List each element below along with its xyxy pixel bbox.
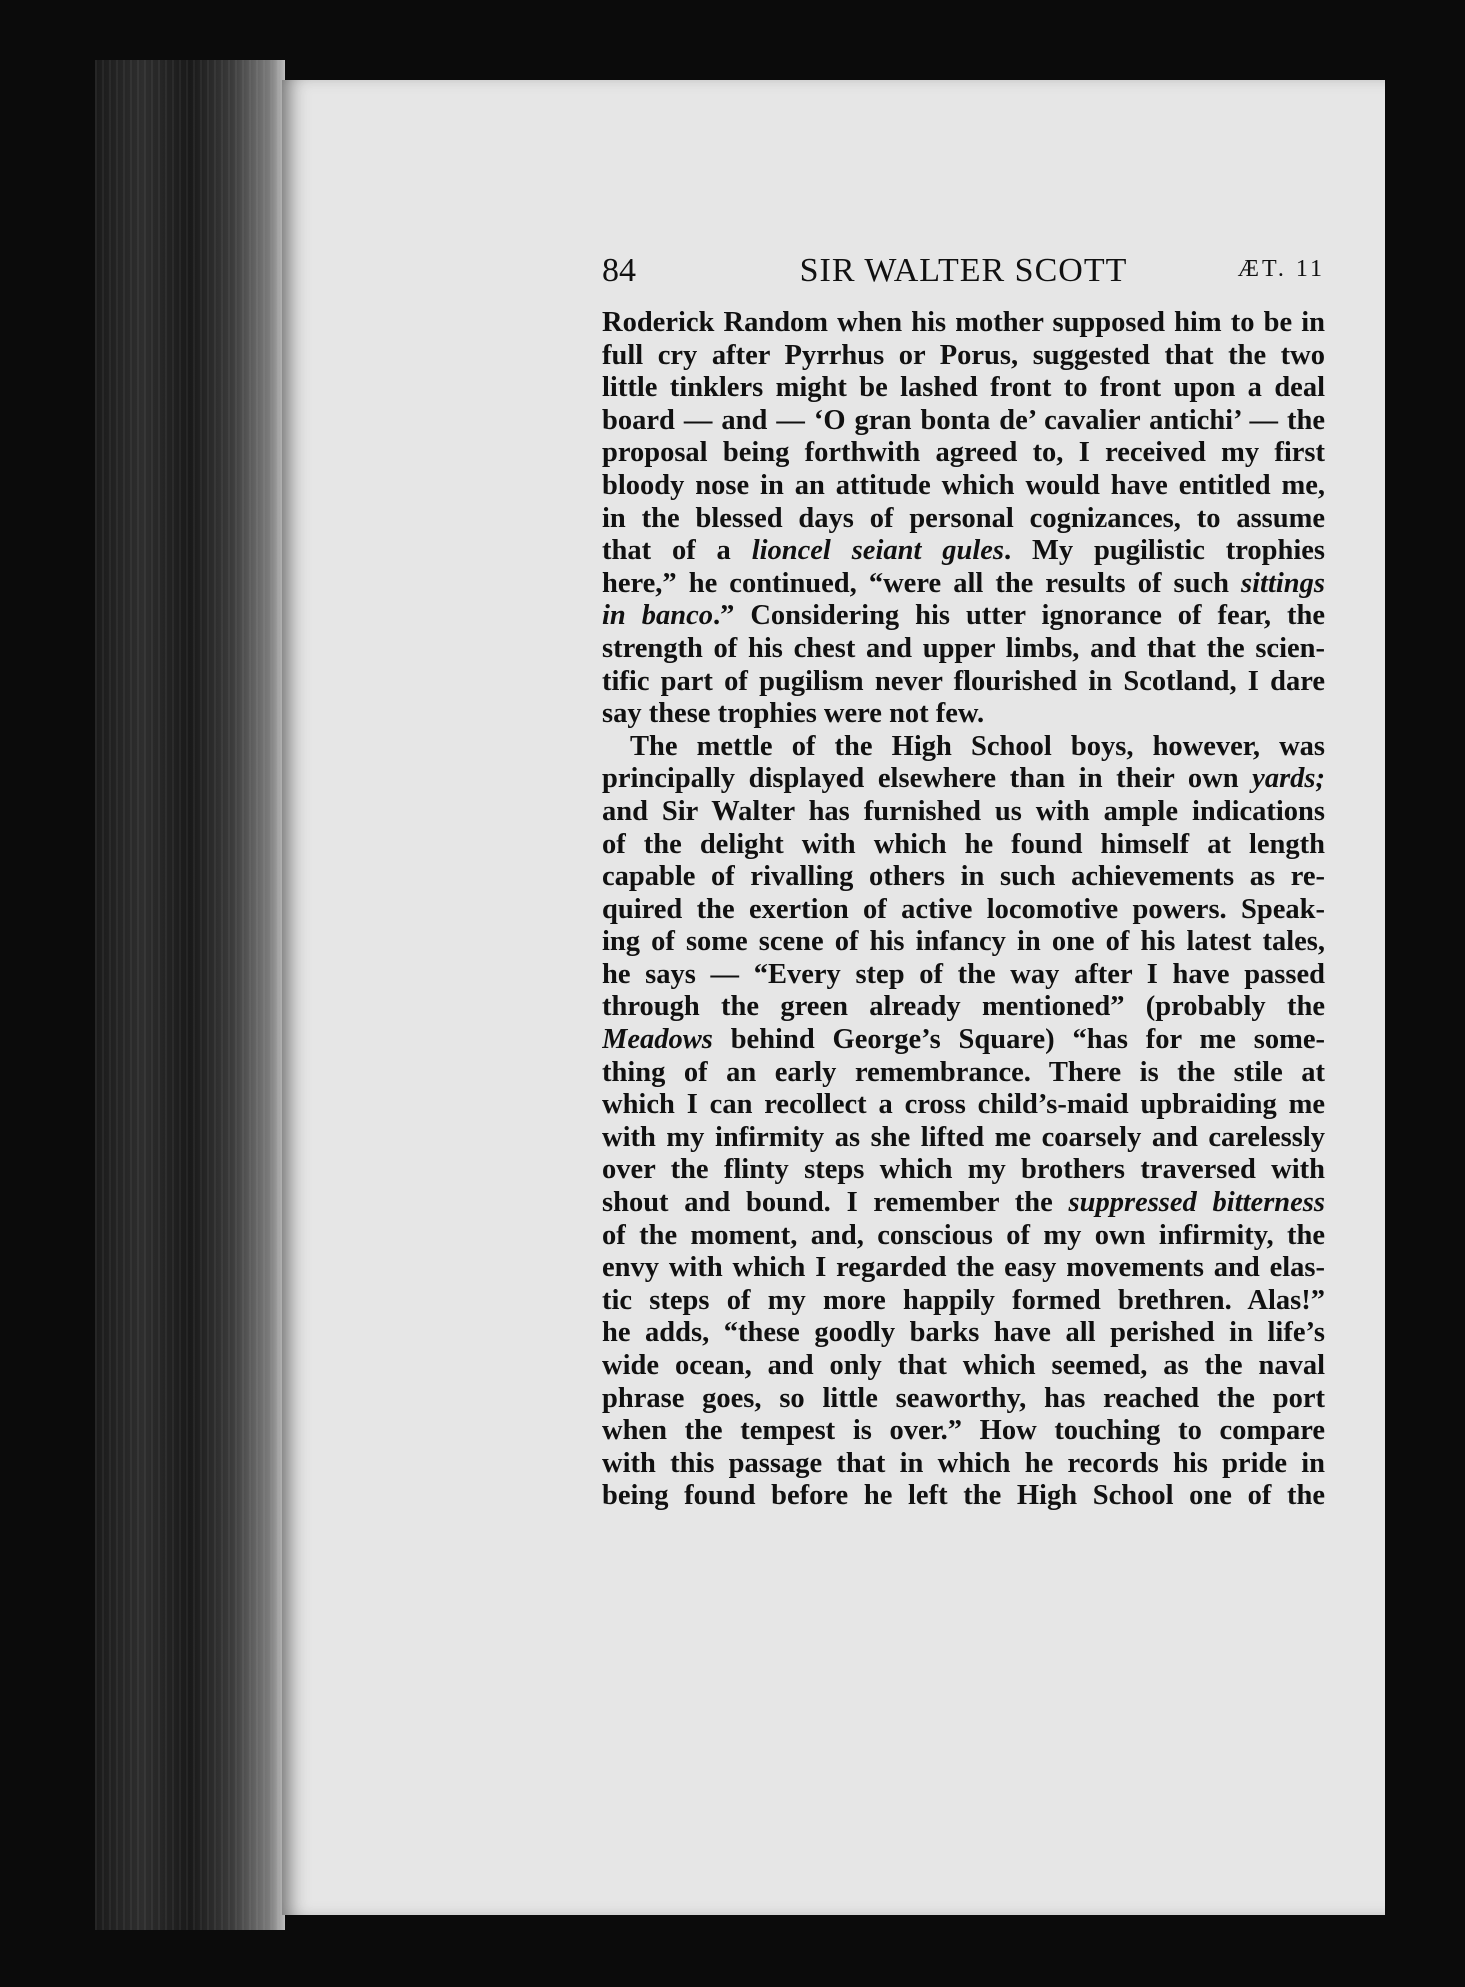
italic-phrase: yards; bbox=[1252, 763, 1325, 795]
text-segment: say these trophies were not few. bbox=[602, 698, 985, 730]
text-segment: he says — “Every step of the way after I have passed bbox=[602, 958, 1325, 990]
text-line bbox=[602, 535, 1325, 568]
text-line bbox=[602, 1220, 1325, 1253]
italic-phrase: lioncel seiant gules bbox=[751, 535, 1005, 567]
text-segment: board — and — ‘O gran bonta de’ cavalier antichi’ — the bbox=[602, 404, 1325, 436]
page-header bbox=[602, 252, 1325, 302]
text-segment: Roderick Random when his mother supposed him to be in bbox=[602, 307, 1325, 338]
text-line bbox=[602, 405, 1325, 438]
text-segment: The mettle of the High School boys, however, was bbox=[630, 730, 1325, 762]
text-line bbox=[602, 437, 1325, 470]
text-line bbox=[602, 959, 1325, 992]
text-segment: with this passage that in which he records his pride in bbox=[602, 1447, 1325, 1479]
text-line bbox=[602, 1415, 1325, 1448]
text-segment: and Sir Walter has furnished us with ample indications bbox=[602, 795, 1325, 827]
text-segment: principally displayed elsewhere than in their own bbox=[602, 763, 1253, 795]
text-segment: when the tempest is over.” How touching to compare bbox=[602, 1415, 1325, 1447]
running-title: SIR WALTER SCOTT bbox=[799, 252, 1128, 289]
text-line bbox=[602, 829, 1325, 862]
text-segment: capable of rivalling others in such achievements as re- bbox=[602, 861, 1325, 893]
text-segment: full cry after Pyrrhus or Porus, suggested that the two bbox=[602, 339, 1325, 371]
text-line bbox=[602, 568, 1325, 601]
text-segment: being found before he left the High School one of the bbox=[602, 1480, 1325, 1512]
text-segment: wide ocean, and only that which seemed, as the naval bbox=[602, 1350, 1325, 1381]
italic-phrase: in banco bbox=[602, 600, 713, 632]
italic-phrase: suppressed bitterness bbox=[1068, 1187, 1325, 1219]
text-line bbox=[602, 666, 1325, 699]
text-line bbox=[602, 470, 1325, 503]
text-segment: with my infirmity as she lifted me coarsely and carelessly bbox=[602, 1121, 1325, 1153]
text-line bbox=[602, 1187, 1325, 1220]
text-segment: tic steps of my more happily formed brethren. Alas!” bbox=[602, 1284, 1325, 1316]
text-line bbox=[602, 1285, 1325, 1318]
italic-phrase: Meadows bbox=[602, 1024, 713, 1056]
book-spine-edge bbox=[95, 60, 285, 1930]
text-line bbox=[602, 372, 1325, 405]
text-line bbox=[602, 731, 1325, 764]
text-line bbox=[602, 1350, 1325, 1383]
text-line bbox=[602, 796, 1325, 829]
text-line bbox=[602, 340, 1325, 373]
body-text bbox=[602, 307, 1325, 1513]
text-segment: that of a bbox=[602, 535, 752, 567]
text-line bbox=[602, 1057, 1325, 1090]
text-segment: proposal being forthwith agreed to, I received my first bbox=[602, 437, 1325, 469]
text-segment: which I can recollect a cross child’s-maid upbraiding me bbox=[602, 1089, 1325, 1121]
text-line bbox=[602, 1480, 1325, 1513]
text-line bbox=[602, 1252, 1325, 1285]
text-segment: thing of an early remembrance. There is the stile at bbox=[602, 1056, 1325, 1088]
age-note: ÆT. 11 bbox=[1237, 256, 1325, 282]
italic-phrase: sittings bbox=[1241, 567, 1325, 599]
text-segment: through the green already mentioned” (probably the bbox=[602, 991, 1325, 1023]
text-line bbox=[602, 894, 1325, 927]
text-line bbox=[602, 307, 1325, 340]
text-line bbox=[602, 1448, 1325, 1481]
text-segment: quired the exertion of active locomotive powers. Speak- bbox=[602, 893, 1325, 925]
text-segment: .” Considering his utter ignorance of fear, the bbox=[712, 600, 1325, 632]
text-line bbox=[602, 1089, 1325, 1122]
text-line bbox=[602, 698, 1325, 731]
text-segment: envy with which I regarded the easy movements and elas- bbox=[602, 1252, 1325, 1284]
text-line bbox=[602, 1317, 1325, 1350]
text-segment: in the blessed days of personal cognizances, to assume bbox=[602, 502, 1325, 534]
text-segment: of the delight with which he found himself at length bbox=[602, 828, 1325, 860]
text-segment: little tinklers might be lashed front to front upon a deal bbox=[602, 372, 1325, 404]
page-number: 84 bbox=[602, 252, 636, 289]
text-segment: . My pugilistic trophies bbox=[1004, 535, 1325, 567]
text-segment: ing of some scene of his infancy in one of his latest tales, bbox=[602, 926, 1325, 958]
text-line bbox=[602, 633, 1325, 666]
text-line bbox=[602, 1383, 1325, 1416]
text-line bbox=[602, 1122, 1325, 1155]
text-line bbox=[602, 926, 1325, 959]
text-segment: strength of his chest and upper limbs, and that the scien- bbox=[602, 632, 1325, 664]
text-segment: phrase goes, so little seaworthy, has reached the port bbox=[602, 1382, 1325, 1414]
text-segment: shout and bound. I remember the bbox=[602, 1187, 1069, 1219]
text-line bbox=[602, 861, 1325, 894]
text-segment: tific part of pugilism never flourished in Scotland, I dare bbox=[602, 665, 1325, 697]
text-segment: behind George’s Square) “has for me some- bbox=[712, 1024, 1325, 1056]
text-line bbox=[602, 1154, 1325, 1187]
text-line bbox=[602, 763, 1325, 796]
text-line bbox=[602, 1024, 1325, 1057]
text-line bbox=[602, 600, 1325, 633]
text-line bbox=[602, 503, 1325, 536]
text-segment: he adds, “these goodly barks have all perished in life’s bbox=[602, 1317, 1325, 1349]
text-segment: here,” he continued, “were all the results of such bbox=[602, 567, 1242, 599]
text-segment: of the moment, and, conscious of my own infirmity, the bbox=[602, 1219, 1325, 1251]
text-segment: over the flinty steps which my brothers traversed with bbox=[602, 1154, 1325, 1186]
text-line bbox=[602, 991, 1325, 1024]
text-segment: bloody nose in an attitude which would have entitled me, bbox=[602, 469, 1325, 501]
